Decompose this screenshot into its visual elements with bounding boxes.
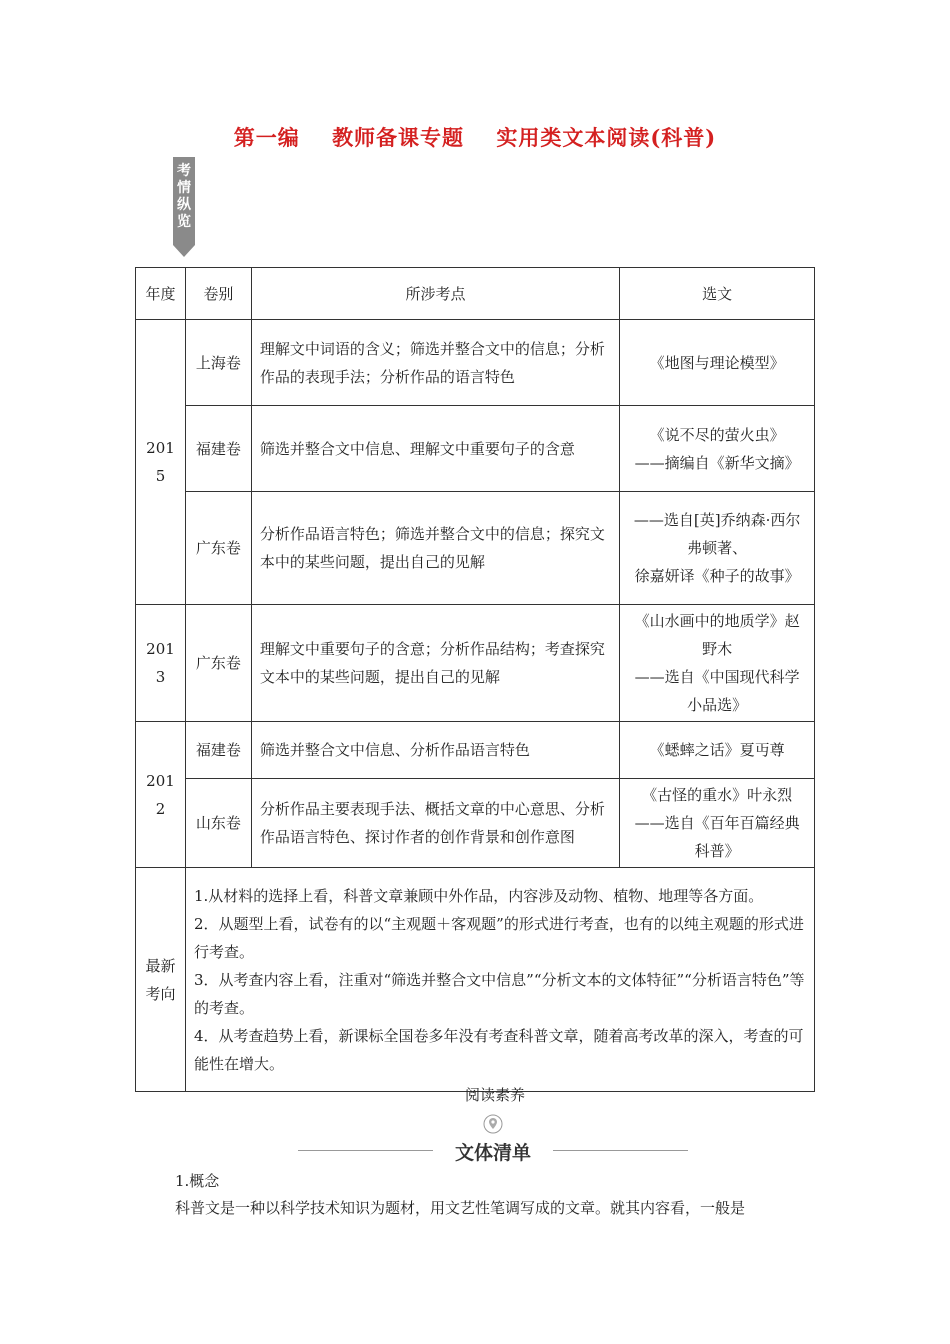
selection-line: 《古怪的重水》叶永烈	[642, 786, 793, 804]
section-header	[298, 1114, 688, 1164]
header-points: 所涉考点	[251, 268, 619, 320]
selection-line: 《山水画中的地质学》赵野木	[634, 612, 800, 658]
trend-item: 3．从考查内容上看，注重对“筛选并整合文中信息”“分析文本的文体特征”“分析语言特色”等的考查。	[193, 970, 805, 1017]
table-row	[136, 779, 815, 868]
title-part-1: 第一编	[233, 125, 300, 150]
concept-heading: 1.概念	[175, 1172, 220, 1190]
section-title: 文体清单	[454, 1142, 531, 1164]
table-row	[136, 320, 815, 406]
title-part-2: 教师备课专题	[332, 125, 465, 150]
selection-line: ——选自[英]乔纳森·西尔弗顿著、	[633, 511, 801, 557]
badge-text: 考 情 纵 览	[177, 163, 191, 230]
selection-line: 《蟋蟀之话》夏丏尊	[649, 741, 785, 759]
section-badge	[173, 157, 195, 257]
selection-line: 《地图与理论模型》	[649, 353, 785, 372]
year-cell: 2015	[136, 320, 186, 605]
paper-cell: 福建卷	[185, 722, 251, 779]
selection-line: ——选自《百年百篇经典科普》	[634, 814, 800, 860]
header-selection: 选文	[620, 268, 815, 320]
paper-cell: 广东卷	[185, 492, 251, 605]
selection-line: 徐嘉妍译《种子的故事》	[634, 567, 800, 585]
selection-line: ——摘编自《新华文摘》	[634, 453, 800, 472]
selection-line: 《说不尽的萤火虫》	[649, 425, 785, 444]
reading-caption: 阅读素养	[464, 1086, 525, 1104]
trend-cell	[185, 868, 814, 1092]
table-row	[136, 492, 815, 605]
points-cell: 理解文中重要句子的含意；分析作品结构；考查探究文本中的某些问题，提出自己的见解	[251, 605, 619, 722]
paper-cell: 福建卷	[185, 406, 251, 492]
selection-cell	[620, 605, 815, 722]
paper-cell: 山东卷	[185, 779, 251, 868]
trend-label: 最新考向	[136, 868, 186, 1092]
concept-text: 科普文是一种以科学技术知识为题材，用文艺性笔调写成的文章。就其内容看，一般是	[175, 1199, 746, 1217]
points-cell: 分析作品主要表现手法、概括文章的中心意思、分析作品语言特色、探讨作者的创作背景和创作意图	[251, 779, 619, 868]
header-paper: 卷别	[185, 268, 251, 320]
year-cell: 2012	[136, 722, 186, 868]
points-cell: 筛选并整合文中信息、分析作品语言特色	[251, 722, 619, 779]
year-cell: 2013	[136, 605, 186, 722]
table-row	[136, 406, 815, 492]
selection-cell	[620, 406, 815, 492]
table-row	[136, 605, 815, 722]
selection-line: ——选自《中国现代科学小品选》	[634, 668, 800, 714]
trend-item: 1.从材料的选择上看，科普文章兼顾中外作品，内容涉及动物、植物、地理等各方面。	[193, 886, 764, 905]
trend-item: 4．从考查趋势上看，新课标全国卷多年没有考查科普文章，随着高考改革的深入，考查的可能性在增大。	[193, 1026, 804, 1073]
selection-cell	[620, 722, 815, 779]
paper-cell: 上海卷	[185, 320, 251, 406]
table-header-row	[136, 268, 815, 320]
points-cell: 分析作品语言特色；筛选并整合文中的信息；探究文本中的某些问题，提出自己的见解	[251, 492, 619, 605]
table-row	[136, 722, 815, 779]
points-cell: 理解文中词语的含义；筛选并整合文中的信息；分析作品的表现手法；分析作品的语言特色	[251, 320, 619, 406]
trend-item: 2．从题型上看，试卷有的以“主观题＋客观题”的形式进行考查，也有的以纯主观题的形式进行考查。	[193, 914, 804, 961]
paper-cell: 广东卷	[185, 605, 251, 722]
points-cell: 筛选并整合文中信息、理解文中重要句子的含意	[251, 406, 619, 492]
badge-label	[173, 163, 195, 231]
location-pin-icon	[483, 1114, 503, 1134]
exam-table	[135, 267, 815, 1092]
header-year: 年度	[136, 268, 186, 320]
trend-row	[136, 868, 815, 1092]
page-title	[0, 122, 950, 152]
selection-cell	[620, 779, 815, 868]
title-part-3: 实用类文本阅读(科普)	[496, 125, 717, 150]
selection-cell	[620, 492, 815, 605]
selection-cell	[620, 320, 815, 406]
